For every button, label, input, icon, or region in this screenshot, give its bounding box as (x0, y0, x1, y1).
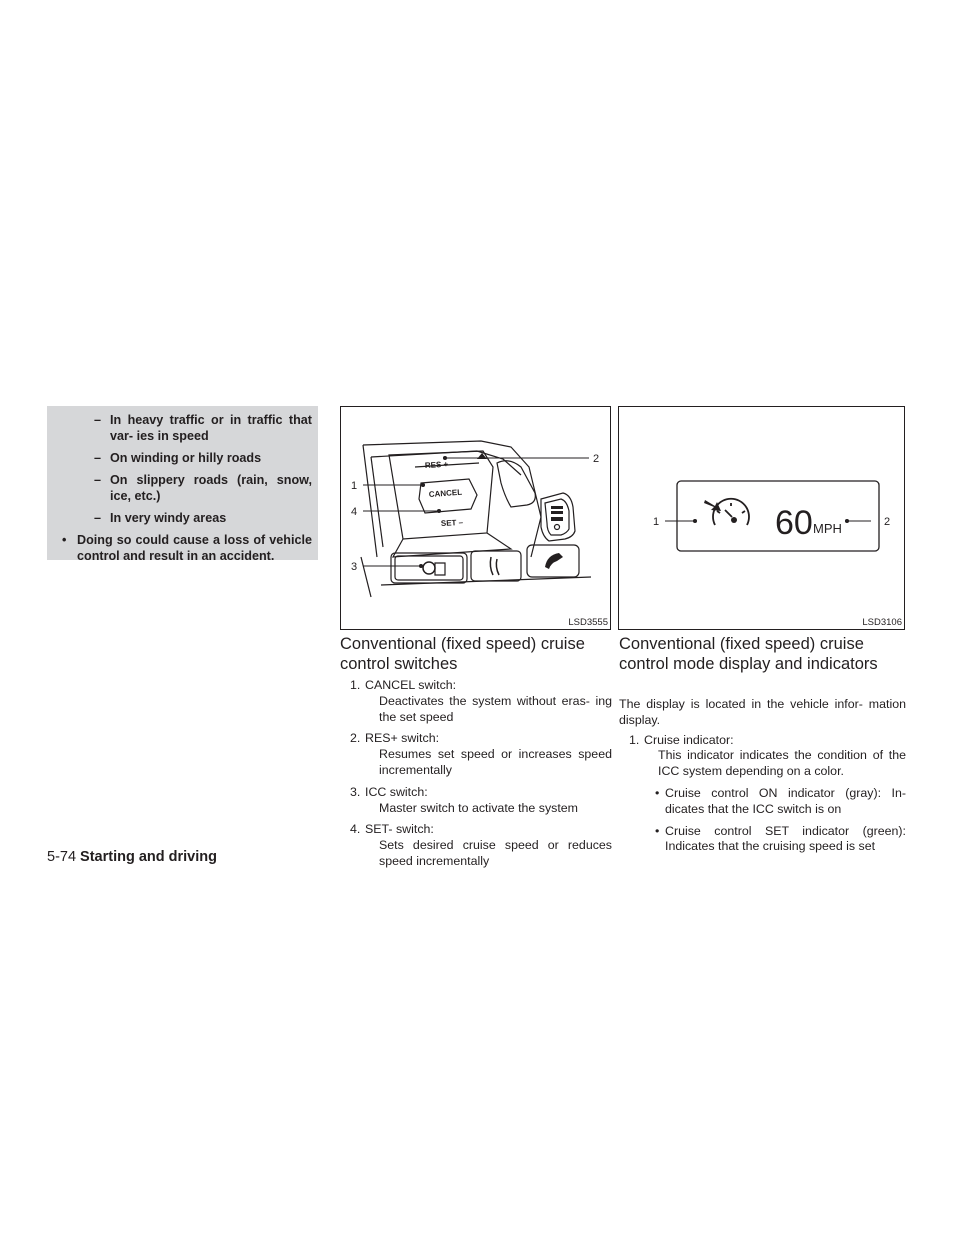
bullet-mark: • (655, 823, 660, 838)
dash-mark: – (94, 511, 102, 525)
speed-value: 60 (775, 504, 813, 542)
figure-code: LSD3106 (862, 617, 902, 628)
page-footer (47, 849, 217, 865)
warning-item (47, 412, 314, 444)
callout-4: 4 (351, 506, 358, 518)
warning-item (47, 532, 314, 564)
list-item (340, 822, 612, 869)
bullet-text: Cruise control SET indicator (green): Indicates that the cruising speed is set (665, 823, 906, 854)
item-heading: Cruise indicator: (644, 732, 734, 747)
dash-mark: – (94, 451, 102, 465)
bullet-mark: • (655, 785, 660, 800)
warning-text: In heavy traffic or in traffic that var- ies in speed (110, 413, 312, 443)
callout-2: 2 (884, 516, 891, 528)
list-item (340, 678, 612, 725)
item-description: Deactivates the system without eras- ing the set speed (379, 693, 612, 724)
figure-code: LSD3555 (568, 617, 608, 628)
item-heading: RES+ switch: (365, 731, 440, 746)
list-item (340, 785, 612, 817)
callout-1: 1 (351, 480, 358, 492)
bullet-mark: • (62, 533, 67, 547)
arrow-icon (704, 500, 721, 511)
cruise-display-illustration (619, 407, 904, 617)
speedometer-icon (713, 499, 749, 525)
cancel-label: CANCEL (428, 487, 463, 499)
set-label: SET – (440, 517, 464, 528)
speed-unit: MPH (813, 521, 842, 536)
section-title: Conventional (fixed speed) cruise control mode display and indicators (619, 635, 878, 673)
switches-figure (340, 406, 611, 630)
page-number: 5-74 (47, 849, 77, 865)
intro-paragraph: The display is located in the vehicle infor- mation display. (619, 697, 906, 727)
item-number: 2. (350, 731, 361, 746)
warning-item (47, 510, 314, 526)
item-description: Resumes set speed or increases speed incrementally (379, 747, 612, 777)
display-description (619, 697, 906, 855)
item-heading: SET- switch: (365, 822, 434, 837)
steering-switches-illustration (341, 407, 610, 617)
callout-3: 3 (351, 561, 358, 573)
item-heading: CANCEL switch: (365, 678, 457, 692)
item-description: Sets desired cruise speed or reduces speed incrementally (379, 838, 612, 868)
warning-text: Doing so could cause a loss of vehicle control and result in an accident. (77, 533, 312, 563)
list-item (340, 731, 612, 778)
section-name: Starting and driving (80, 849, 217, 865)
bullet-text: Cruise control ON indicator (gray): In- dicates that the ICC switch is on (665, 785, 906, 816)
section-title: Conventional (fixed speed) cruise control switches (340, 635, 585, 673)
sub-bullet-item (619, 824, 906, 856)
item-number: 1. (350, 678, 361, 692)
warning-text: On winding or hilly roads (110, 451, 262, 465)
dash-mark: – (94, 473, 102, 487)
item-heading: ICC switch: (365, 784, 428, 799)
sub-bullet-item (619, 786, 906, 818)
item-description: Master switch to activate the system (379, 800, 579, 815)
dash-mark: – (94, 413, 102, 427)
warning-item (47, 450, 314, 466)
warning-text: In very windy areas (110, 511, 227, 525)
callout-2: 2 (593, 453, 600, 465)
res-label: RES + (424, 459, 449, 470)
warning-item (47, 472, 314, 504)
warning-box (47, 406, 318, 563)
list-item (619, 733, 906, 780)
item-number: 4. (350, 822, 361, 837)
item-number: 1. (629, 732, 640, 747)
item-number: 3. (350, 784, 361, 799)
warning-text: On slippery roads (rain, snow, ice, etc.) (110, 473, 312, 503)
display-figure (618, 406, 905, 630)
switch-list (340, 678, 612, 876)
callout-1: 1 (653, 516, 660, 528)
item-description: This indicator indicates the condition of the ICC system depending on a color. (658, 748, 906, 779)
